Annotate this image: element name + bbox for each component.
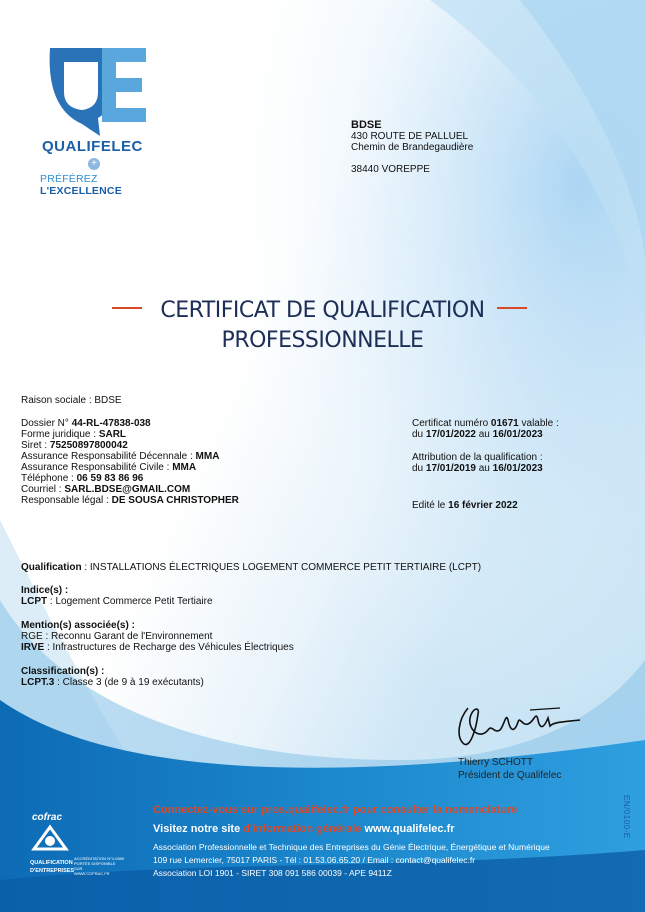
footer-association: Association Professionnelle et Technique des Entreprises du Génie Électrique, Énergétique et Numérique 109 rue Lemercier, 75017 PARIS - Tél : 01.53.06.65.20 / Email : contact@qualifelec.fr Association LOI 1901 - SIRET 308 091 586 00039 - APE 9411Z [153, 842, 550, 878]
qualification-line: Qualification : INSTALLATIONS ÉLECTRIQUES LOGEMENT COMMERCE PETIT TERTIAIRE (LCPT) [21, 562, 482, 573]
signatory-name: Thierry SCHOTT [458, 757, 533, 768]
address-line-1: 430 ROUTE DE PALLUEL [351, 131, 469, 142]
indices-section: Indice(s) : LCPT : Logement Commerce Petit Tertiaire [21, 585, 213, 607]
logo-slogan: PRÉFÉREZ L'EXCELLENCE [40, 173, 122, 197]
footer-line-2: Visitez notre site d'information générale www.qualifelec.fr [153, 823, 455, 835]
raison-sociale: Raison sociale : BDSE [21, 395, 122, 406]
footer-links [153, 801, 517, 839]
edit-date: Edité le 16 février 2022 [412, 500, 518, 511]
signatory [458, 756, 561, 782]
document-reference: EN/0100-E [622, 795, 631, 839]
company-details [21, 418, 239, 506]
dossier-row: Dossier N° 44-RL-47838-038 [21, 418, 151, 429]
footer-line-1: Connectez-vous sur pros.qualifelec.fr pour consulter la nomenclature [153, 804, 518, 816]
address-city: 38440 VOREPPE [351, 164, 430, 175]
responsable-row: Responsable légal : DE SOUSA CHRISTOPHER [21, 495, 239, 506]
classification-section: Classification(s) : LCPT.3 : Classe 3 (de 9 à 19 exécutants) [21, 666, 204, 688]
qualification-attribution: Attribution de la qualification : du 17/01/2019 au 16/01/2023 [412, 452, 543, 474]
page-title: CERTIFICAT DE QUALIFICATION PROFESSIONNELLE [160, 298, 485, 353]
signature-image [450, 700, 590, 750]
telephone-row: Téléphone : 06 59 83 86 96 [21, 473, 144, 484]
plus-icon: + [88, 158, 100, 170]
mentions-section: Mention(s) associée(s) : RGE : Reconnu Garant de l'Environnement IRVE : Infrastructures de Recharge des Véhicules Électriques [21, 620, 294, 653]
qe-logo-icon [42, 38, 150, 138]
signatory-title: Président de Qualifelec [458, 770, 562, 781]
assurance-decennale-row: Assurance Responsabilité Décennale : MMA [21, 451, 220, 462]
assurance-civile-row: Assurance Responsabilité Civile : MMA [21, 462, 197, 473]
address-line-2: Chemin de Brandegaudière [351, 142, 474, 153]
siret-row: Siret : 75250897800042 [21, 440, 128, 451]
qualifelec-logo [40, 38, 162, 197]
logo-brand-text: QUALIFELEC [42, 138, 143, 155]
recipient-address [351, 120, 473, 175]
company-name: BDSE [351, 119, 382, 131]
certificate-number: Certificat numéro 01671 valable : du 17/01/2022 au 16/01/2023 [412, 418, 559, 440]
cofrac-mark-icon [30, 823, 70, 853]
cofrac-logo: cofrac QUALIFICATION D'ENTREPRISES ACCRÉDITATION N°4-0559 PORTÉE DISPONIBLE SUR WWW.COFRAC.FR [30, 812, 150, 874]
courriel-row: Courriel : SARL.BDSE@GMAIL.COM [21, 484, 191, 495]
cofrac-accreditation: ACCRÉDITATION N°4-0559 PORTÉE DISPONIBLE SUR WWW.COFRAC.FR [74, 856, 125, 876]
forme-row: Forme juridique : SARL [21, 429, 127, 440]
